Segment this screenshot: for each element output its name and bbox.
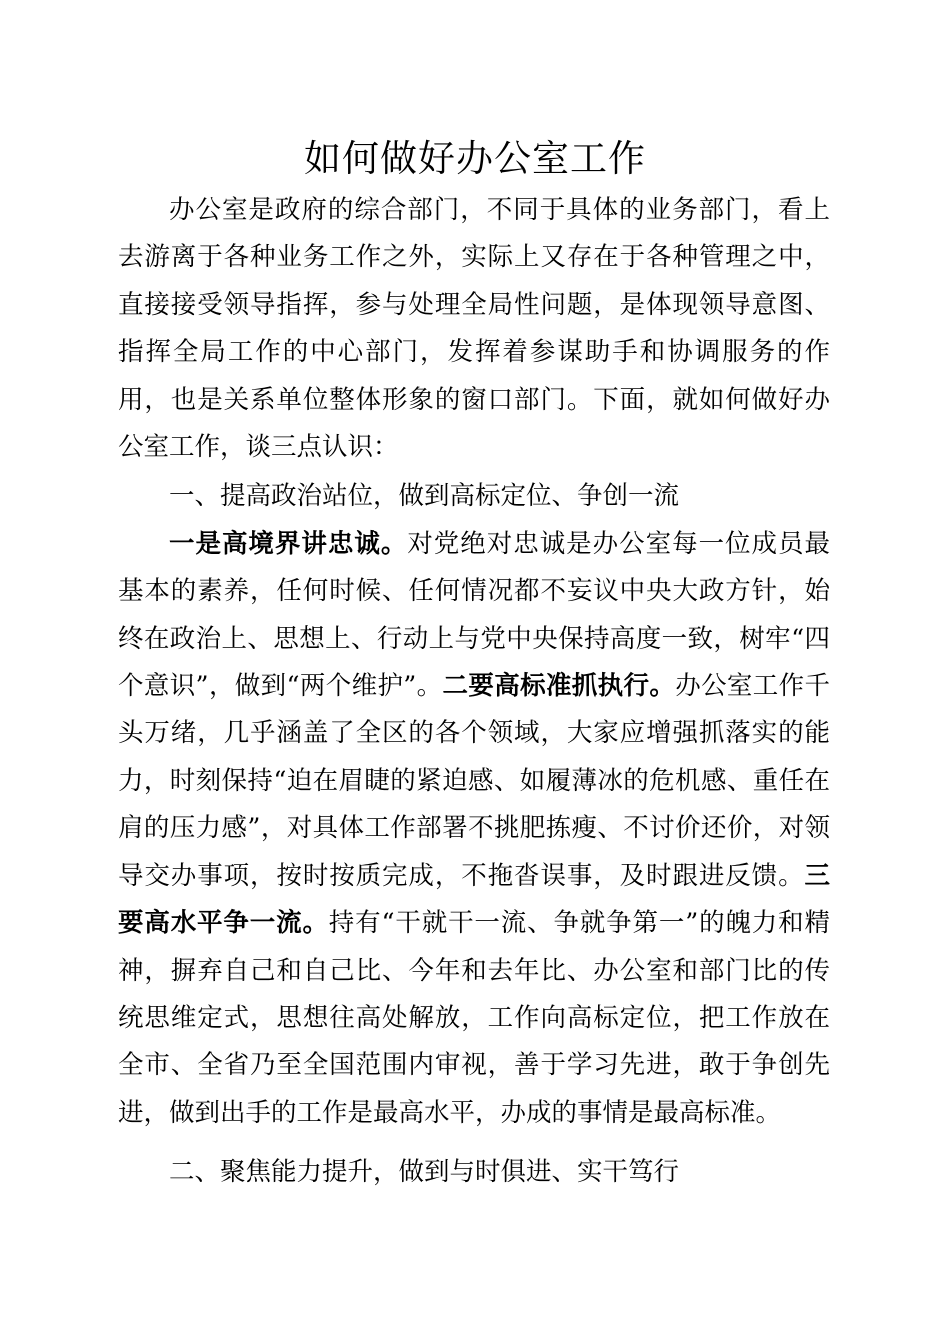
intro-paragraph: 办公室是政府的综合部门，不同于具体的业务部门，看上去游离于各种业务工作之外，实际上又存在于各种管理之中，直接接受领导指挥，参与处理全局性问题，是体现领导意图、指挥全局工作的中心部门，发挥着参谋助手和协调服务的作用，也是关系单位整体形象的窗口部门。下面，就如何做好办公室工作，谈三点认识： xyxy=(118,195,830,463)
page-title: 如何做好办公室工作 xyxy=(304,137,646,180)
point-3-text: 持有“干就干一流、争就争第一”的魄力和精神，摒弃自己和自己比、今年和去年比、办公室和部门比的传统思维定式，思想往高处解放，工作向高标定位，把工作放在全市、全省乃至全国范围内审视，善于学习先进，敢于争创先进，做到出手的工作是最高水平，办成的事情是最高标准。 xyxy=(118,908,830,1128)
point-2-lead: 二要高标准抓执行。 xyxy=(442,671,676,702)
document-body xyxy=(118,187,830,1197)
section-2-heading: 二、聚焦能力提升，做到与时俱进、实干笃行 xyxy=(169,1157,680,1188)
point-1-lead: 一是高境界讲忠诚。 xyxy=(169,528,408,559)
point-1-text: 对党绝对忠诚是办公室每一位成员最基本的素养，任何时候、任何情况都不妄议中央大政方针，始终在政治上、思想上、行动上与党中央保持高度一致，树牢“四个意识”，做到“两个维护”。 xyxy=(118,528,830,702)
point-3-lead: 三要高水平争一流。 xyxy=(118,860,830,939)
section-1-paragraph xyxy=(118,521,830,1137)
point-2-text: 办公室工作千头万绪，几乎涵盖了全区的各个领域，大家应增强抓落实的能力，时刻保持“迫在眉睫的紧迫感、如履薄冰的危机感、重任在肩的压力感”，对具体工作部署不挑肥拣瘦、不讨价还价，对领导交办事项，按时按质完成，不拖沓误事，及时跟进反馈。 xyxy=(118,671,830,891)
section-1-heading: 一、提高政治站位，做到高标定位、争创一流 xyxy=(169,481,680,512)
